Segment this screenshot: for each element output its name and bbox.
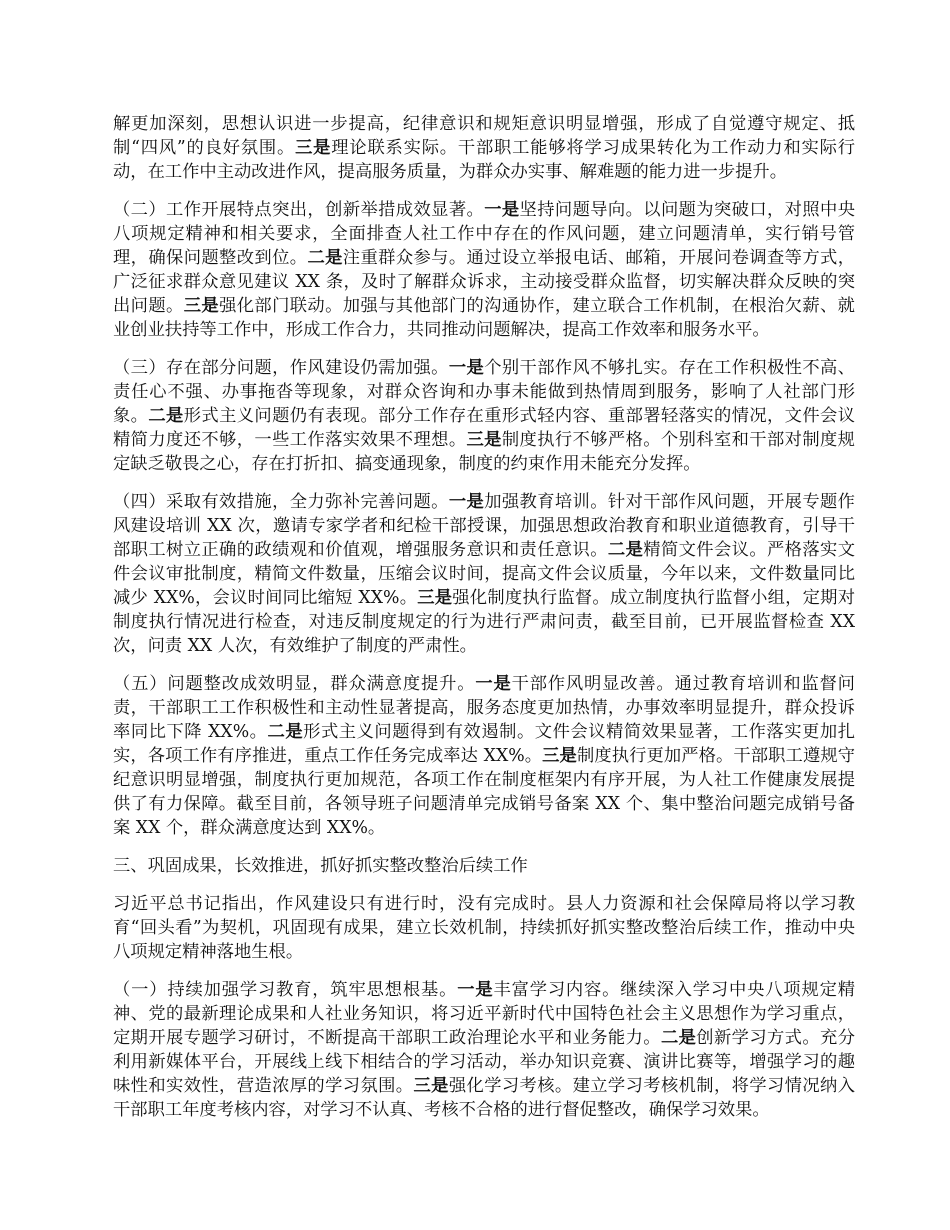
bold-lead-term: 一是 <box>457 980 494 1000</box>
paragraph-text: （二）工作开展特点突出，创新举措成效显著。 <box>113 200 485 220</box>
bold-lead-term: 二是 <box>267 722 304 742</box>
bold-lead-term: 一是 <box>448 492 485 512</box>
section-heading <box>113 854 855 878</box>
paragraph <box>113 672 855 840</box>
paragraph-text: （一）持续加强学习教育，筑牢思想根基。 <box>113 980 458 1000</box>
bold-lead-term: 二是 <box>607 540 644 560</box>
paragraph <box>113 978 855 1122</box>
paragraph <box>113 490 855 658</box>
paragraph <box>113 892 855 964</box>
paragraph-text: 解更加深刻，思想认识进一步提高，纪律意识和规矩意识明显增强，形成了自觉遵守规定、抵制“四风”的良好氛围。 <box>113 114 855 158</box>
bold-lead-term: 一是 <box>448 358 485 378</box>
paragraph-text: 形式主义问题仍有表现。部分工作存在重形式轻内容、重部署轻落实的情况，文件会议精简力度还不够，一些工作落实效果不理想。 <box>113 406 855 450</box>
paragraph-text: （四）采取有效措施，全力弥补完善问题。 <box>113 492 449 512</box>
paragraph-text: 强化部门联动。加强与其他部门的沟通协作，建立联合工作机制，在根治欠薪、就业创业扶持等工作中，形成工作合力，共同推动问题解决，提高工作效率和服务水平。 <box>113 296 855 340</box>
paragraph-text: 强化制度执行监督。成立制度执行监督小组，定期对制度执行情况进行检查，对违反制度规定的行为进行严肃问责，截至目前，已开展监督检查 XX 次，问责 XX 人次，有效维护了制度的严肃性。 <box>113 588 855 656</box>
paragraph-text: 创新学习方式。充分利用新媒体平台，开展线上线下相结合的学习活动，举办知识竞赛、演讲比赛等，增强学习的趣味性和实效性，营造浓厚的学习氛围。 <box>113 1028 855 1096</box>
bold-lead-term: 一是 <box>475 674 512 694</box>
paragraph-text: 形式主义问题得到有效遏制。文件会议精简效果显著，工作落实更加扎实，各项工作有序推进，重点工作任务完成率达 XX%。 <box>113 722 855 766</box>
paragraph-text: 习近平总书记指出，作风建设只有进行时，没有完成时。县人力资源和社会保障局将以学习教育“回头看”为契机，巩固现有成果，建立长效机制，持续抓好抓实整改整治后续工作，推动中央八项规定精神落地生根。 <box>113 894 855 962</box>
paragraph-text: 坚持问题导向。以问题为突破口，对照中央八项规定精神和相关要求，全面排查人社工作中存在的作风问题，建立问题清单，实行销号管理，确保问题整改到位。 <box>113 200 855 268</box>
bold-lead-term: 三是 <box>183 296 220 316</box>
bold-lead-term: 三是 <box>542 746 577 766</box>
paragraph-text: 制度执行更加严格。干部职工遵规守纪意识明显增强，制度执行更加规范，各项工作在制度框架内有序开展，为人社工作健康发展提供了有力保障。截至目前，各领导班子问题清单完成销号备案 XX 个、集中整治问题完成销号备案 XX 个，群众满意度达到 XX%。 <box>113 746 855 838</box>
paragraph-text: 干部作风明显改善。通过教育培训和监督问责，干部职工工作积极性和主动性显著提高，服务态度更加热情，办事效率明显提升，群众投诉率同比下降 XX%。 <box>113 674 855 742</box>
paragraph-text: 强化学习考核。建立学习考核机制，将学习情况纳入干部职工年度考核内容，对学习不认真、考核不合格的进行督促整改，确保学习效果。 <box>113 1076 855 1120</box>
bold-lead-term: 一是 <box>484 200 520 220</box>
bold-lead-term: 三是 <box>466 430 502 450</box>
bold-lead-term: 二是 <box>307 248 343 268</box>
bold-lead-term: 二是 <box>148 406 184 426</box>
paragraph <box>113 356 855 476</box>
paragraph-text: （三）存在部分问题，作风建设仍需加强。 <box>113 358 449 378</box>
bold-lead-term: 二是 <box>660 1028 697 1048</box>
paragraph-text: 丰富学习内容。继续深入学习中央八项规定精神、党的最新理论成果和人社业务知识，将习近平新时代中国特色社会主义思想作为学习重点，定期开展专题学习研讨，不断提高干部职工政治理论水平和业务能力。 <box>113 980 855 1048</box>
paragraph-text: 理论联系实际。干部职工能够将学习成果转化为工作动力和实际行动，在工作中主动改进作风，提高服务质量，为群众办实事、解难题的能力进一步提升。 <box>113 138 855 182</box>
paragraph <box>113 112 855 184</box>
document-body <box>113 112 855 1136</box>
paragraph-text: 个别干部作风不够扎实。存在工作积极性不高、责任心不强、办事拖沓等现象，对群众咨询和办事未能做到热情周到服务，影响了人社部门形象。 <box>113 358 855 426</box>
bold-lead-term: 三是 <box>295 138 332 158</box>
bold-lead-term: 三是 <box>413 1076 449 1096</box>
paragraph-text: 制度执行不够严格。个别科室和干部对制度规定缺乏敬畏之心，存在打折扣、搞变通现象，制度的约束作用未能充分发挥。 <box>113 430 855 474</box>
bold-lead-term: 三是 <box>417 588 453 608</box>
paragraph-text: （五）问题整改成效明显，群众满意度提升。 <box>113 674 476 694</box>
paragraph <box>113 198 855 342</box>
paragraph-text: 注重群众参与。通过设立举报电话、邮箱，开展问卷调查等方式，广泛征求群众意见建议 XX 条，及时了解群众诉求，主动接受群众监督，切实解决群众反映的突出问题。 <box>113 248 855 316</box>
paragraph-text: 精简文件会议。严格落实文件会议审批制度，精简文件数量，压缩会议时间，提高文件会议质量，今年以来，文件数量同比减少 XX%，会议时间同比缩短 XX%。 <box>113 540 855 608</box>
paragraph-text: 三、巩固成果，长效推进，抓好抓实整改整治后续工作 <box>113 856 528 876</box>
paragraph-text: 加强教育培训。针对干部作风问题，开展专题作风建设培训 XX 次，邀请专家学者和纪检干部授课，加强思想政治教育和职业道德教育，引导干部职工树立正确的政绩观和价值观，增强服务意识和责任意识。 <box>113 492 856 560</box>
